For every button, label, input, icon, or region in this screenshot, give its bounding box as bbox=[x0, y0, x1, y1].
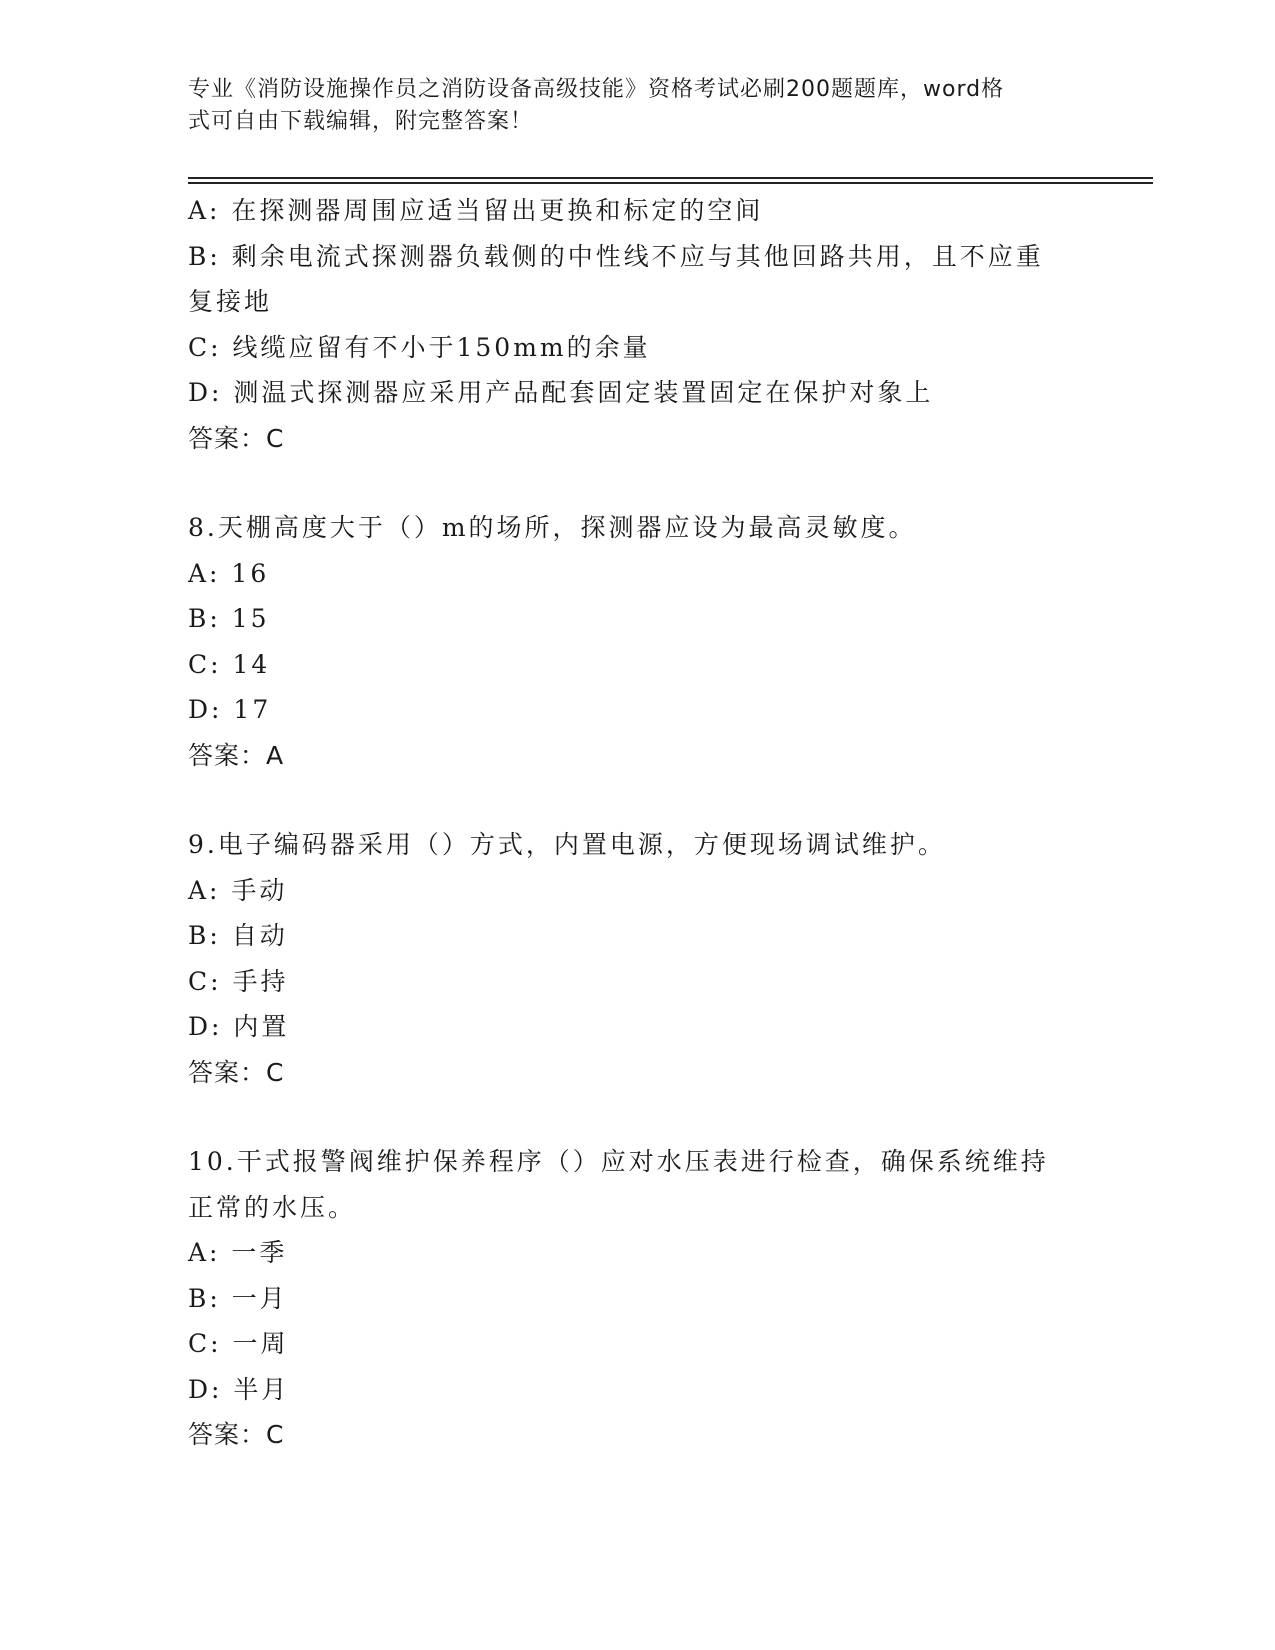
answer-line: 答案：A bbox=[188, 740, 285, 770]
question-block-10 bbox=[188, 1139, 1088, 1458]
question-block-prev bbox=[188, 188, 1088, 461]
option-c: C: 14 bbox=[188, 649, 271, 679]
document-header bbox=[188, 74, 1068, 138]
option-a: A: 在探测器周围应适当留出更换和标定的空间 bbox=[188, 196, 764, 225]
question-block-8 bbox=[188, 505, 1088, 778]
option-d: D: 内置 bbox=[188, 1012, 290, 1041]
option-d: D: 17 bbox=[188, 695, 272, 724]
answer-line: 答案：C bbox=[188, 423, 285, 453]
option-d: D: 半月 bbox=[188, 1374, 290, 1404]
option-a: A: 手动 bbox=[188, 875, 288, 905]
header-divider-bottom bbox=[188, 182, 1153, 184]
header-line-2: 式可自由下载编辑，附完整答案！ bbox=[188, 109, 534, 134]
option-a: A: 一季 bbox=[188, 1238, 288, 1267]
option-c: C: 手持 bbox=[188, 966, 289, 996]
spacer bbox=[188, 778, 1088, 822]
question-stem: 10.干式报警阀维护保养程序（）应对水压表进行检查，确保系统维持 bbox=[188, 1147, 1049, 1176]
option-a: A: 16 bbox=[188, 558, 270, 588]
option-b: B: 15 bbox=[188, 604, 270, 633]
answer-line: 答案：C bbox=[188, 1057, 285, 1087]
spacer bbox=[188, 1095, 1088, 1139]
option-c: C: 一周 bbox=[188, 1329, 289, 1358]
question-block-9 bbox=[188, 822, 1088, 1095]
spacer bbox=[188, 461, 1088, 505]
option-b: B: 剩余电流式探测器负载侧的中性线不应与其他回路共用，且不应重 bbox=[188, 241, 1044, 271]
question-stem-continuation: 正常的水压。 bbox=[188, 1192, 357, 1222]
option-b: B: 一月 bbox=[188, 1283, 288, 1313]
question-list bbox=[188, 188, 1088, 1458]
question-stem: 9.电子编码器采用（）方式，内置电源，方便现场调试维护。 bbox=[188, 830, 946, 859]
option-b: B: 自动 bbox=[188, 921, 288, 950]
header-line-1: 专业《消防设施操作员之消防设备高级技能》资格考试必刷200题题库，word格 bbox=[188, 77, 1005, 102]
option-c: C: 线缆应留有不小于150mm的余量 bbox=[188, 332, 651, 362]
header-divider-top bbox=[188, 177, 1153, 179]
question-stem: 8.天棚高度大于（）m的场所，探测器应设为最高灵敏度。 bbox=[188, 513, 917, 542]
option-d: D: 测温式探测器应采用产品配套固定装置固定在保护对象上 bbox=[188, 378, 934, 407]
answer-line: 答案：C bbox=[188, 1420, 285, 1449]
option-b-continuation: 复接地 bbox=[188, 287, 273, 316]
